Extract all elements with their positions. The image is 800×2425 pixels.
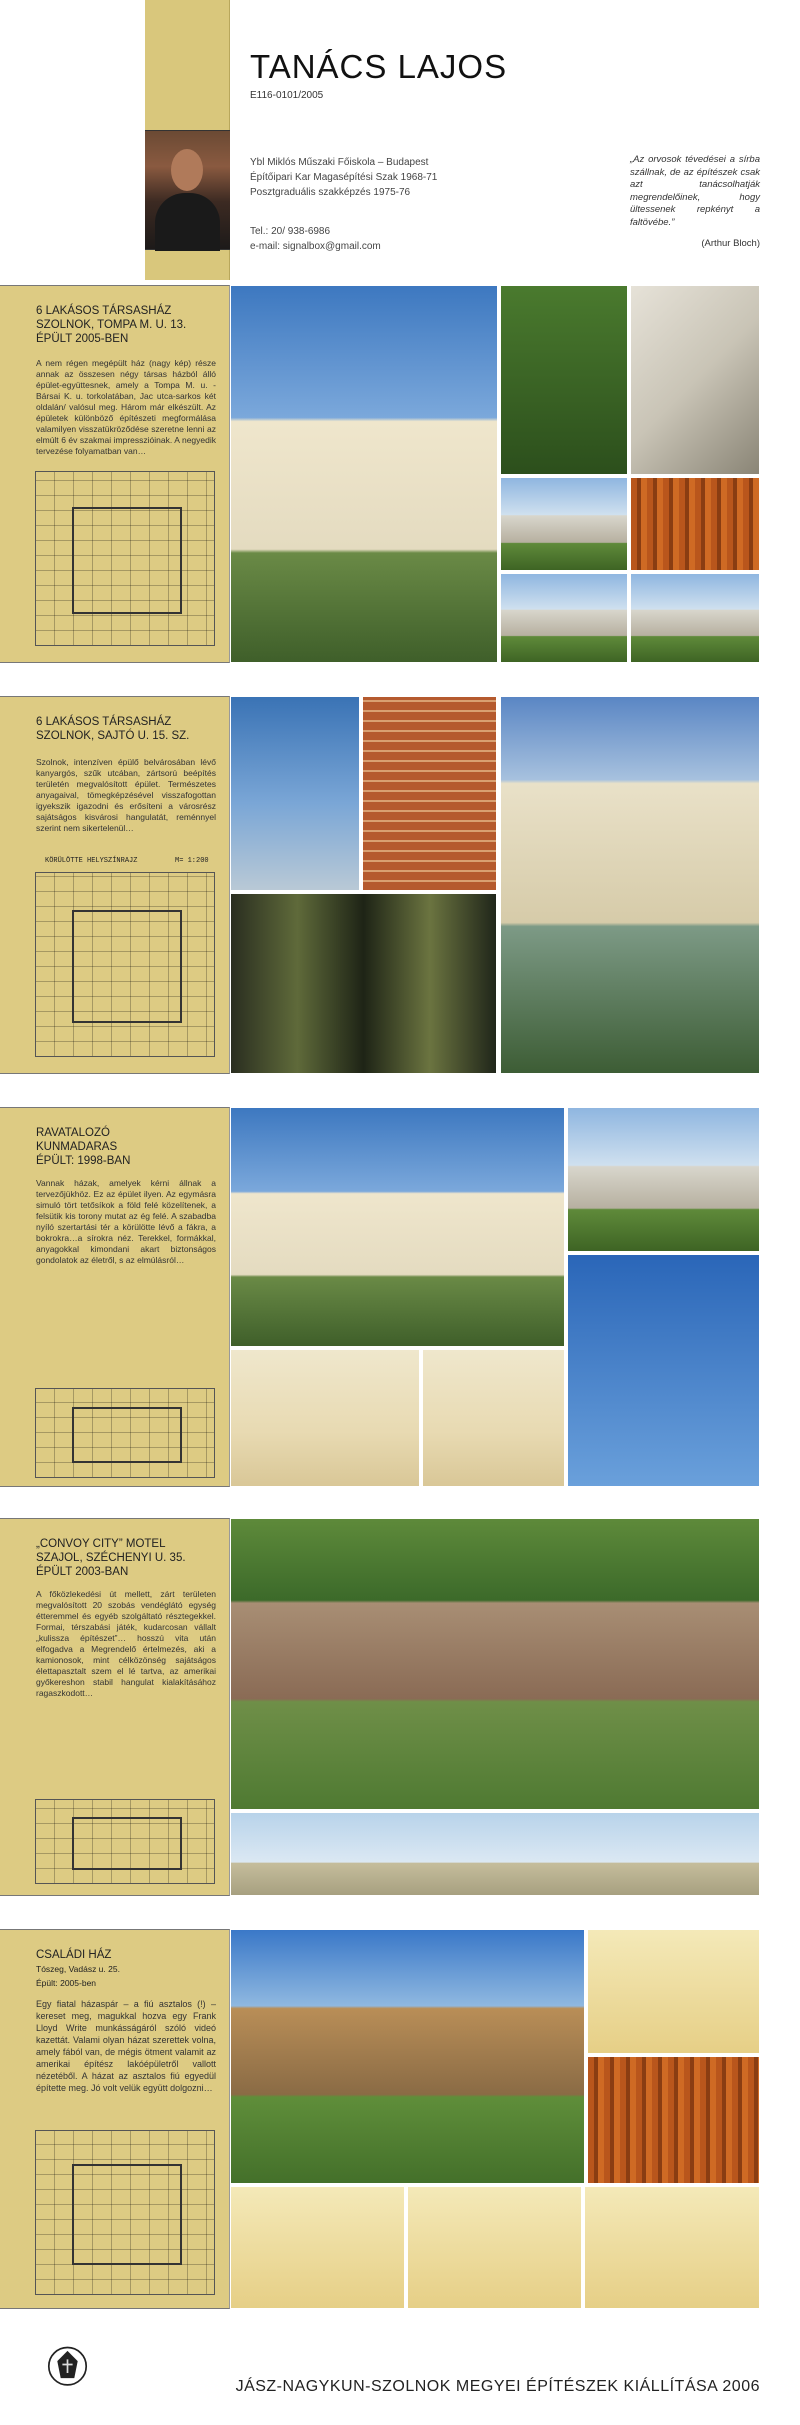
contact-block: [250, 224, 381, 254]
project-5-elevation-a: [230, 2186, 405, 2309]
project-title-line: ÉPÜLT 2005-BEN: [36, 333, 129, 345]
project-1-panel: [0, 285, 230, 663]
education-block: [250, 155, 437, 200]
project-5-title: [36, 1948, 120, 1990]
project-2-roof-photo: [230, 696, 360, 891]
project-title-line: „CONVOY CITY” MOTEL: [36, 1538, 166, 1550]
education-line: Építőipari Kar Magasépítési Szak 1968-71: [250, 172, 438, 183]
project-title-line: Épült: 2005-ben: [36, 1978, 97, 1988]
education-line: Posztgraduális szakképzés 1975-76: [250, 187, 411, 198]
project-3-description: Vannak házak, amelyek kérni állnak a tervezőjükhöz. Ez az épület ilyen. Az egymásra simuló tört tetősíkok a föld felé közelítenek, a felsütik kis torony mutat az ég felé. A szabadba nyíló szertartási tér a körülötte lévő a fákra, a bokrokra…a sírokra néz. Terekkel, formákkal, anyagokkal kimondani akart biztonságos gondolatok az életről, s az elmúlásról…: [36, 1178, 216, 1265]
project-3-panel: [0, 1107, 230, 1487]
project-2-site-plan: [35, 872, 215, 1057]
project-1-street-photo-b: [630, 573, 760, 663]
project-title-line: ÉPÜLT 2003-BAN: [36, 1566, 129, 1578]
project-4-site-plan: [35, 1799, 215, 1884]
chamber-seal-logo: [25, 2322, 110, 2407]
title-color-block: [145, 0, 230, 280]
project-2-brick-detail-photo: [362, 696, 497, 891]
education-line: Ybl Miklós Műszaki Főiskola – Budapest: [250, 157, 429, 168]
project-4-title: [36, 1537, 186, 1579]
project-title-line: 6 LAKÁSOS TÁRSASHÁZ: [36, 305, 172, 317]
project-2-wood-slats-photo: [230, 893, 497, 1074]
project-1-description: A nem régen megépült ház (nagy kép) része annak az összesen négy társas házból álló épület-együttesnek, amely a Tompa M. u. - Bársai K. u. torkolatában, Jac utca-sarkos két oldalán/ valósul meg. Három már elkészült. Az épületek különböző építészeti megformálása valamilyen visszatükröződése szeretne lenni az elmúlt 6 év szakmai impresszióinak. A negyedik tervezése folyamatban van…: [36, 358, 216, 456]
project-5-panel: [0, 1929, 230, 2309]
project-1-main-photo: [230, 285, 498, 663]
project-5-main-photo: [230, 1929, 585, 2184]
project-5-floor-plan: [35, 2130, 215, 2295]
project-1-wood-detail-photo: [630, 477, 760, 571]
project-5-elevation-c: [584, 2186, 760, 2309]
exhibition-title: JÁSZ-NAGYKUN-SZOLNOK MEGYEI ÉPÍTÉSZEK KIÁLLÍTÁSA 2006: [235, 2378, 760, 2395]
project-title-line: SZOLNOK, TOMPA M. U. 13.: [36, 319, 187, 331]
project-title-line: Tószeg, Vadász u. 25.: [36, 1964, 120, 1974]
project-title-line: RAVATALOZÓ: [36, 1127, 110, 1139]
project-2-panel: [0, 696, 230, 1074]
quote-author: (Arthur Bloch): [701, 238, 760, 249]
project-4-panel: [0, 1518, 230, 1896]
phone-number: Tel.: 20/ 938-6986: [250, 226, 331, 237]
project-title-line: KUNMADARAS: [36, 1141, 118, 1153]
project-3-elevation-drawing: [35, 1388, 215, 1478]
project-title-line: SZOLNOK, SAJTÓ U. 15. SZ.: [36, 730, 190, 742]
project-4-description: A főközlekedési út mellett, zárt területen megvalósított 20 szobás vendéglátó egység étteremmel és egyéb szolgáltató résztegekkel. Formai, térszabási játék, kudarcosan vállalt „kulissza építészet”… hosszú vita után elfogadva a Megrendelő értelmezés, aki a kamionosok, mint célközönség sajátságos élettapasztalt szem el lé tartva, az amerikai győkereshon stabil hangulat kialakításához ragaszkodott…: [36, 1589, 216, 1698]
quote-text: „Az orvosok tévedései a sírba szállnak, de az építészek csak azt tanácsolhatják megrendelőinek, hogy ültessenek repkényt a faltövébe.”: [630, 154, 760, 228]
project-title-line: CSALÁDI HÁZ: [36, 1949, 112, 1961]
project-3-sketch-b: [422, 1349, 565, 1487]
project-1-windows-photo: [500, 477, 628, 571]
project-2-plan-scale: M= 1:200: [175, 857, 209, 865]
portrait-shirt: [155, 193, 220, 251]
project-3-main-photo: [230, 1107, 565, 1347]
project-1-stairs-photo: [630, 285, 760, 475]
project-5-detail-photo: [587, 2056, 760, 2184]
project-2-description: Szolnok, intenzíven épülő belvárosában lévő kanyargós, szűk utcában, zártsorú beépítés területén megvalósított épület. Természetes anyagaival, tömegképzésével visszafogottan igyekszik igazodni és erősíteni a városrész sajátságos kisvárosi hangulatát, reménnyel szerint nem sikertelenül…: [36, 757, 216, 833]
project-title-line: ÉPÜLT: 1998-BAN: [36, 1155, 131, 1167]
project-3-eaves-photo: [567, 1107, 760, 1252]
project-3-spire-photo: [567, 1254, 760, 1487]
project-4-main-photo: [230, 1518, 760, 1810]
project-title-line: SZAJOL, SZÉCHENYI U. 35.: [36, 1552, 186, 1564]
project-2-main-photo: [500, 696, 760, 1074]
portrait-face: [171, 149, 203, 191]
registration-code: E116-0101/2005: [250, 90, 324, 101]
project-1-street-photo-a: [500, 573, 628, 663]
portrait-photo: [145, 130, 230, 250]
project-2-plan-label: KÖRÜLÖTTE HELYSZÍNRAJZ: [45, 857, 138, 865]
project-title-line: 6 LAKÁSOS TÁRSASHÁZ: [36, 716, 172, 728]
project-1-title: [36, 304, 186, 346]
project-2-title: [36, 715, 189, 743]
project-5-axonometric-sketch: [587, 1929, 760, 2054]
project-1-floor-plan: [35, 471, 215, 646]
project-5-description: Egy fiatal házaspár – a fiú asztalos (!) – kereset meg, magukkal hozva egy Frank Lloyd Write munkásságáról szóló videó kazettát. Valami olyan házat szerettek volna, amely fából van, de mégis ötment valamit az amerikai építész lakóépületről vallott nézetéből. A házat az asztalos fiú egyedül építette meg. Jó volt velük együtt dolgozni…: [36, 1999, 216, 2093]
architect-name: TANÁCS LAJOS: [250, 48, 508, 85]
project-5-elevation-b: [407, 2186, 582, 2309]
project-4-elevation-strip: [230, 1812, 760, 1896]
project-1-pergola-photo: [500, 285, 628, 475]
project-3-sketch-a: [230, 1349, 420, 1487]
project-3-title: [36, 1126, 130, 1168]
email-address: e-mail: signalbox@gmail.com: [250, 241, 381, 252]
